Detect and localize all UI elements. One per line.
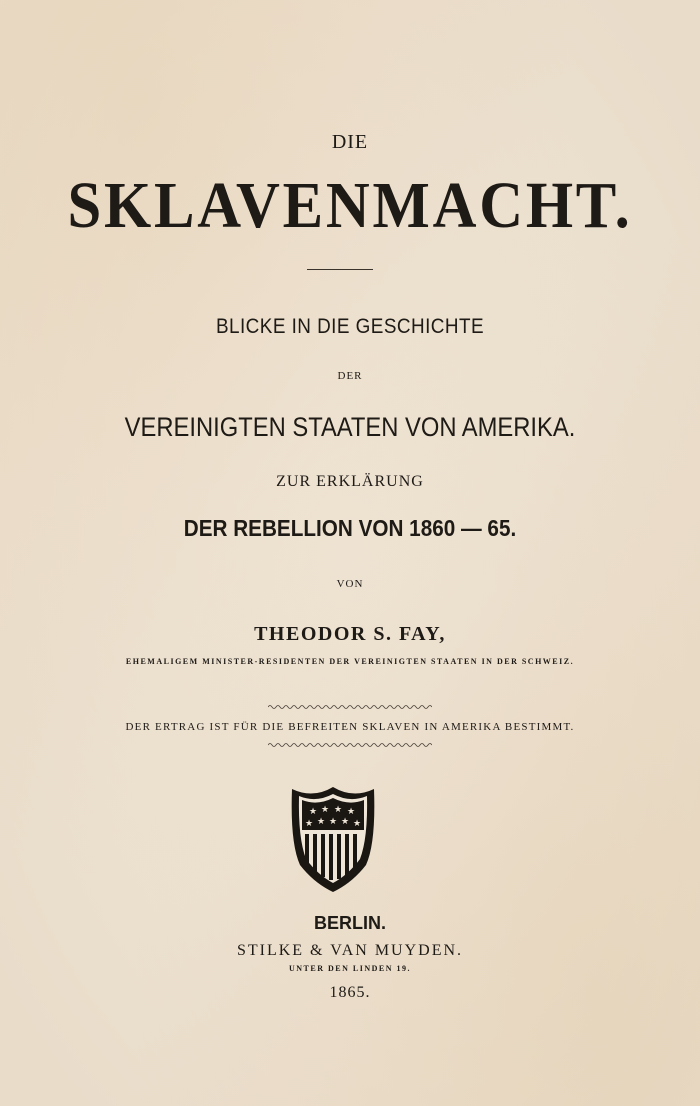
publisher-name: STILKE & VAN MUYDEN. [236,942,464,959]
svg-text:★: ★ [316,817,326,827]
svg-text:★: ★ [352,819,362,829]
svg-text:★: ★ [308,807,318,817]
svg-text:★: ★ [320,805,330,815]
book-title: SKLAVENMACHT. [67,169,633,242]
subtitle-line-3: DER REBELLION VON 1860 — 65. [183,515,517,541]
wavy-rule-bottom [268,742,432,748]
author-name: THEODOR S. FAY, [254,623,446,645]
proceeds-note: DER ERTRAG IST FÜR DIE BEFREITEN SKLAVEN IN AMERIKA BESTIMMT. [125,721,575,733]
subtitle-line-2: VEREINIGTEN STAATEN VON AMERIKA. [124,412,576,442]
by-label: VON [336,578,364,590]
title-divider [307,269,373,270]
svg-text:★: ★ [333,805,343,815]
publication-year: 1865. [329,984,371,1001]
subtitle-zur: ZUR ERKLÄRUNG [276,473,424,490]
title-article: DIE [331,131,369,153]
svg-text:★: ★ [328,817,338,827]
svg-text:★: ★ [346,807,356,817]
svg-text:★: ★ [340,817,350,827]
publication-city: BERLIN. [314,913,386,933]
wavy-rule-top [268,704,432,710]
subtitle-line-1: BLICKE IN DIE GESCHICHTE [215,315,485,338]
svg-text:★: ★ [304,819,314,829]
shield-stars-stripes-icon [288,783,378,894]
author-role: EHEMALIGEM MINISTER-RESIDENTEN DER VEREINIGTEN STAATEN IN DER SCHWEIZ. [125,657,575,666]
subtitle-der: DER [337,370,363,382]
publisher-address: UNTER DEN LINDEN 19. [288,964,411,973]
